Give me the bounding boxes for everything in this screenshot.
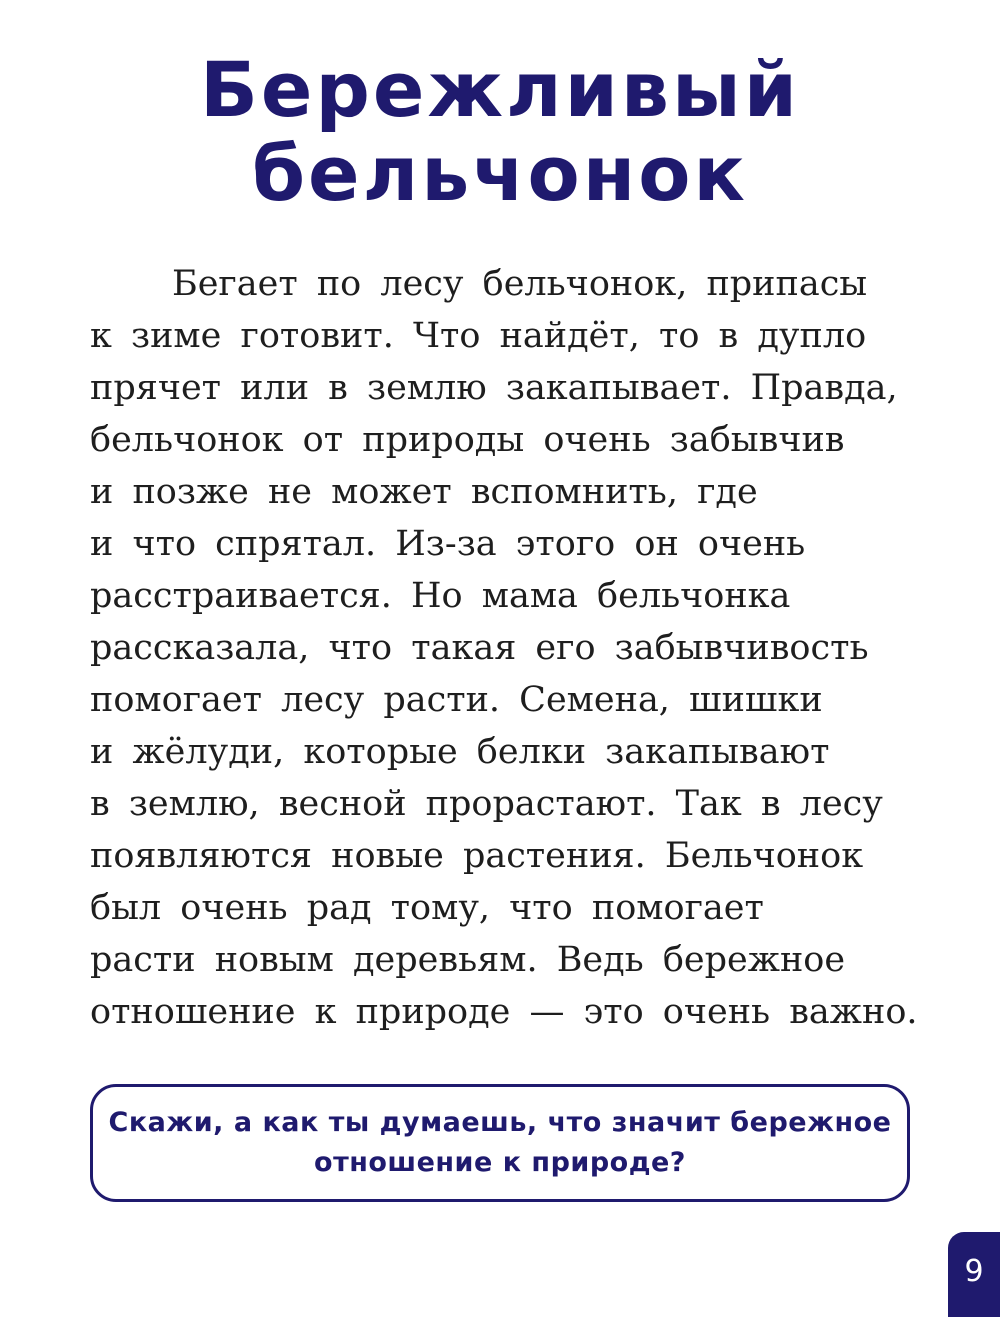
page-number-badge	[948, 1232, 1000, 1317]
story-text	[90, 258, 940, 1038]
page-title	[0, 45, 1000, 218]
story-line: расстраивается. Но мама бельчонка	[90, 576, 791, 616]
story-line: и жёлуди, которые белки закапывают	[90, 732, 830, 772]
page-number: 9	[964, 1254, 984, 1289]
story-line: помогает лесу расти. Семена, шишки	[90, 680, 823, 720]
question-box	[90, 1084, 910, 1202]
question-line-1: Скажи, а как ты думаешь, что значит бережное	[108, 1107, 892, 1138]
title-line-2: бельчонок	[251, 129, 749, 218]
story-line: и позже не может вспомнить, где	[90, 472, 758, 512]
story-line: Бегает по лесу бельчонок, припасы	[172, 264, 868, 304]
story-line: и что спрятал. Из-за этого он очень	[90, 524, 806, 564]
story-line: прячет или в землю закапывает. Правда,	[90, 368, 898, 408]
story-line: к зиме готовит. Что найдёт, то в дупло	[90, 316, 867, 356]
story-line: отношение к природе — это очень важно.	[90, 992, 918, 1032]
story-line: расти новым деревьям. Ведь бережное	[90, 940, 846, 980]
story-line: в землю, весной прорастают. Так в лесу	[90, 784, 883, 824]
story-line: был очень рад тому, что помогает	[90, 888, 764, 928]
story-line: бельчонок от природы очень забывчив	[90, 420, 845, 460]
story-line: рассказала, что такая его забывчивость	[90, 628, 869, 668]
question-line-2: отношение к природе?	[314, 1147, 686, 1178]
title-line-1: Бережливый	[199, 45, 801, 134]
story-line: появляются новые растения. Бельчонок	[90, 836, 864, 876]
